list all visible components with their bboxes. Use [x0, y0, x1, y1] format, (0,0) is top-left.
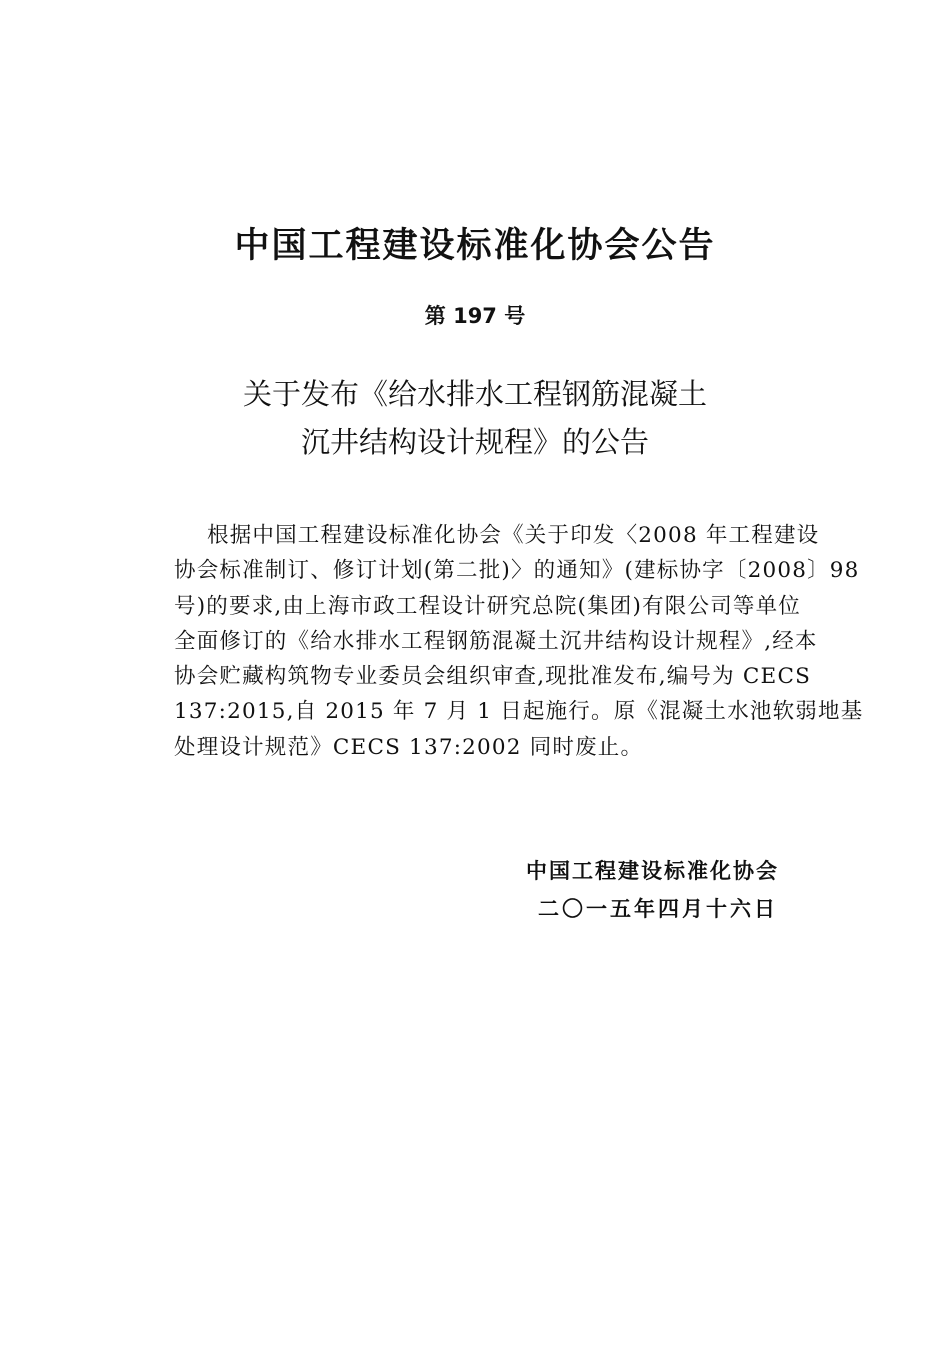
announcement-org-title: 中国工程建设标准化协会公告: [234, 226, 716, 266]
signature-date: 二〇一五年四月十六日: [538, 897, 778, 921]
body-line: 协会贮藏构筑物专业委员会组织审查,现批准发布,编号为 CECS: [174, 664, 812, 690]
body-line: 号)的要求,由上海市政工程设计研究总院(集团)有限公司等单位: [174, 593, 802, 619]
signature-organization: 中国工程建设标准化协会: [526, 859, 779, 883]
body-line: 根据中国工程建设标准化协会《关于印发〈2008 年工程建设: [207, 523, 820, 548]
announcement-number: 第 197 号: [424, 304, 526, 328]
subject-line: 关于发布《给水排水工程钢筋混凝土: [242, 377, 707, 411]
body-line: 全面修订的《给水排水工程钢筋混凝土沉井结构设计规程》,经本: [174, 628, 818, 654]
body-line: 处理设计规范》CECS 137:2002 同时废止。: [174, 734, 644, 760]
subject-line: 沉井结构设计规程》的公告: [300, 425, 649, 459]
body-line: 137:2015,自 2015 年 7 月 1 日起施行。原《混凝土水池软弱地基: [174, 699, 864, 725]
body-line: 协会标准制订、修订计划(第二批)〉的通知》(建标协字〔2008〕98: [174, 558, 860, 584]
announcement-body: [174, 518, 864, 765]
announcement-subject: [0, 370, 950, 466]
